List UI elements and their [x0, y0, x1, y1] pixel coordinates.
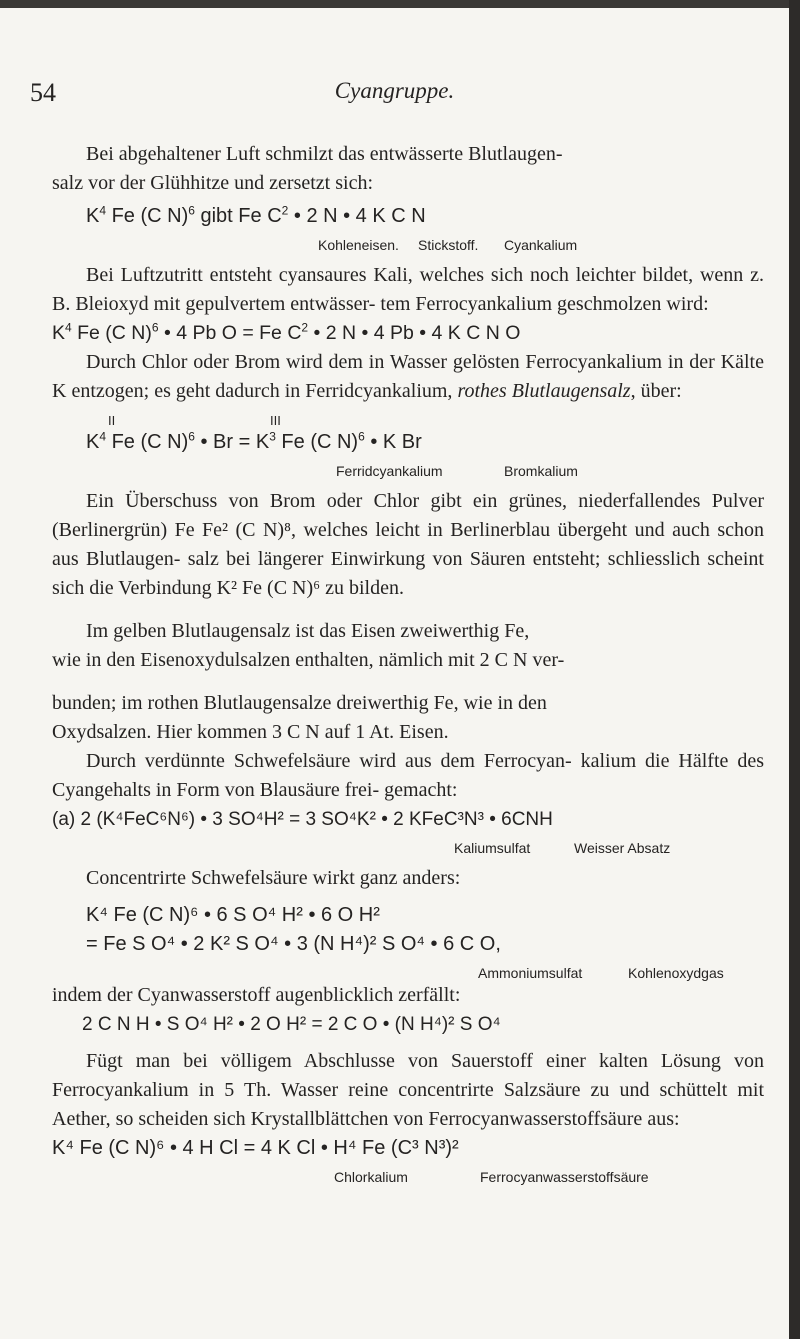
paragraph: Durch Chlor oder Brom wird dem in Wasser gelösten Ferrocyankalium in der Kälte K entzogen; es geht dadurch in Ferridcyankalium, rothes Blutlaugensalz, über: — [52, 351, 764, 402]
page-body — [52, 140, 764, 1185]
formula-labels: Ammoniumsulfat Kohlenoxydgas — [478, 965, 724, 981]
page-header — [0, 78, 789, 118]
formula-labels: Kohleneisen. Stickstoff. Cyankalium — [318, 237, 578, 253]
text-line: Im gelben Blutlaugensalz ist das Eisen zweiwerthig Fe, — [86, 620, 530, 642]
running-title: Cyangruppe. — [334, 78, 455, 103]
text-line: bunden; im rothen Blutlaugensalze dreiwerthig Fe, wie in den — [52, 692, 547, 714]
text-line: Concentrirte Schwefelsäure wirkt ganz anders: — [86, 867, 461, 889]
formula-cnh-decomposition: 2 C N H • S O⁴ H² • 2 O H² = 2 C O • (N H⁴)² S O⁴ — [82, 1014, 501, 1035]
text-line: Oxydsalzen. Hier kommen 3 C N auf 1 At. Eisen. — [52, 721, 449, 743]
paragraph: Durch verdünnte Schwefelsäure wird aus dem Ferrocyan- kalium die Hälfte des Cyangehalts in Form von Blausäure frei- gemacht: — [52, 750, 764, 801]
paragraph: Fügt man bei völligem Abschlusse von Sauerstoff einer kalten Lösung von Ferrocyankalium in 5 Th. Wasser reine concentrirte Salzsäure zu und schüttelt mit Aether, so scheiden sich Krystallblättchen von Ferrocyanwasserstoffsäure aus: — [52, 1050, 764, 1130]
formula-ferrocyanwasserstoff: K⁴ Fe (C N)⁶ • 4 H Cl = 4 K Cl • H⁴ Fe (C³ N³)² — [52, 1137, 459, 1159]
formula-cyanate: $K^4$ Fe (C N)$^6$ • 4 Pb O = Fe $C^2$ • 2 N • 4 Pb • 4 K C N O — [52, 320, 521, 344]
formula-concentrated-sulfuric-1: K⁴ Fe (C N)⁶ • 6 S O⁴ H² • 6 O H² — [86, 904, 380, 926]
text-line: salz vor der Glühhitze und zersetzt sich: — [52, 172, 373, 194]
formula-labels: Ferridcyankalium Bromkalium — [336, 463, 578, 479]
text-line: wie in den Eisenoxydulsalzen enthalten, nämlich mit 2 C N ver- — [52, 649, 565, 671]
page-right-edge — [789, 0, 800, 1339]
formula-blutlaugensalz-decomposition: $K^4$ Fe (C N)$^6$ gibt Fe $C^2$ • 2 N • 4 K C N — [86, 203, 426, 227]
paragraph: Ein Überschuss von Brom oder Chlor gibt ein grünes, niederfallendes Pulver (Berlinergrün) Fe Fe² (C N)⁸, welches leicht in Berlinerblau übergeht und auch schon aus Blutlaugen- salz bei längerer Einwirkung von Säuren entsteht; schliesslich scheint sich die Verbindung K² Fe (C N)⁶ zu bilden. — [52, 490, 764, 599]
valence-marks: II III — [108, 413, 281, 428]
text-line: indem der Cyanwasserstoff augenblicklich zerfällt: — [52, 984, 461, 1006]
page-number: 54 — [30, 78, 56, 107]
formula-concentrated-sulfuric-2: = Fe S O⁴ • 2 K² S O⁴ • 3 (N H⁴)² S O⁴ • 6 C O, — [86, 933, 501, 955]
formula-ferridcyankalium: $K^4$ Fe (C N)$^6$ • $Br = K^3$ Fe (C N)$^6$ • K Br — [86, 429, 422, 453]
formula-labels: Kaliumsulfat Weisser Absatz — [454, 840, 671, 856]
text-line: Bei abgehaltener Luft schmilzt das entwässerte Blutlaugen- — [86, 143, 563, 165]
formula-labels: Chlorkalium Ferrocyanwasserstoffsäure — [334, 1169, 649, 1185]
formula-blausaeure: (a) 2 (K⁴FeC⁶N⁶) • 3 SO⁴H² = 3 SO⁴K² • 2 KFeC³N³ • 6CNH — [52, 809, 553, 830]
paragraph: Bei Luftzutritt entsteht cyansaures Kali, welches sich noch leichter bildet, wenn z. B. Bleioxyd mit gepulvertem entwässer- tem Ferrocyankalium geschmolzen wird: — [52, 264, 764, 315]
